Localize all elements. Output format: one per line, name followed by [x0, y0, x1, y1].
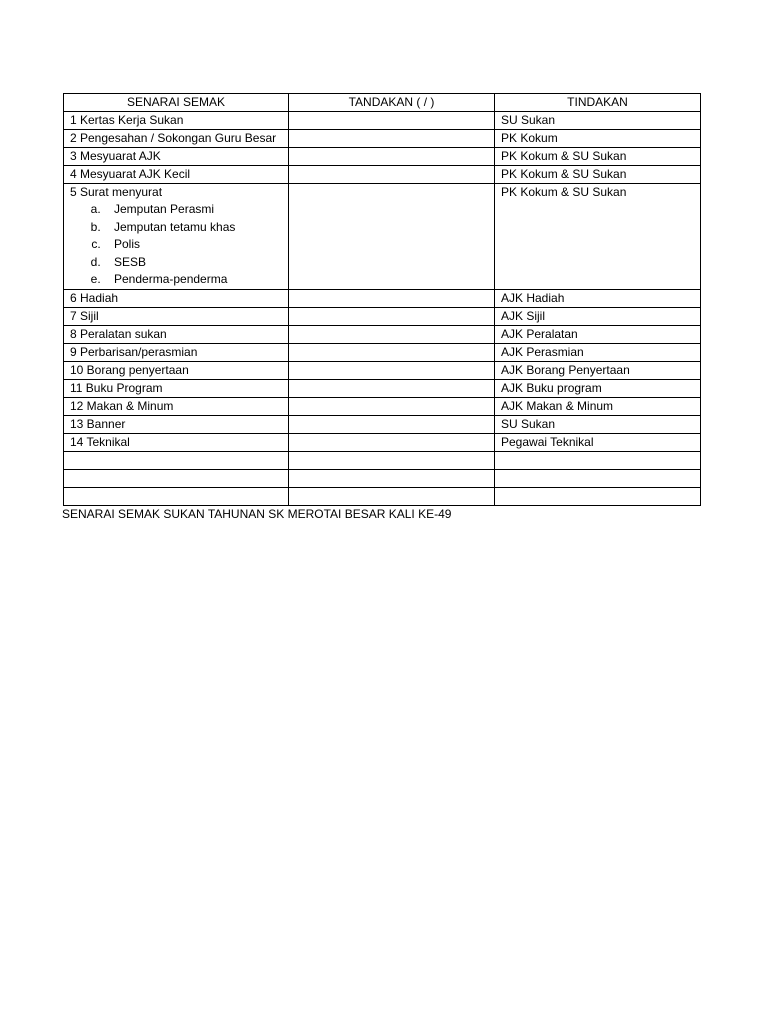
- table-row: [64, 289, 701, 307]
- checklist-item-cell: [64, 289, 289, 307]
- checklist-item-cell: [64, 379, 289, 397]
- tandakan-cell[interactable]: [289, 325, 495, 343]
- checklist-item-label: 14 Teknikal: [70, 434, 130, 449]
- checklist-item-label: 5 Surat menyurat: [70, 185, 163, 199]
- checklist-item-cell: [64, 415, 289, 433]
- header-tindakan: TINDAKAN: [495, 94, 701, 112]
- table-row: [64, 112, 701, 130]
- checklist-item-label: 8 Peralatan sukan: [70, 326, 167, 341]
- tindakan-cell: AJK Perasmian: [495, 343, 701, 361]
- tandakan-cell[interactable]: [289, 451, 495, 469]
- tandakan-cell[interactable]: [289, 433, 495, 451]
- checklist-item-cell: [64, 325, 289, 343]
- tandakan-cell[interactable]: [289, 397, 495, 415]
- tindakan-cell: PK Kokum & SU Sukan: [495, 148, 701, 166]
- tandakan-cell[interactable]: [289, 289, 495, 307]
- checklist-item-cell: [64, 112, 289, 130]
- tandakan-cell[interactable]: [289, 166, 495, 184]
- checklist-item-cell: [64, 397, 289, 415]
- checklist-item-label: 4 Mesyuarat AJK Kecil: [70, 167, 191, 181]
- table-row: [64, 379, 701, 397]
- table-row: [64, 307, 701, 325]
- tindakan-cell: PK Kokum & SU Sukan: [495, 184, 701, 290]
- tandakan-cell[interactable]: [289, 487, 495, 505]
- tindakan-cell: PK Kokum: [495, 130, 701, 148]
- checklist-item-cell: [64, 148, 289, 166]
- tandakan-cell[interactable]: [289, 307, 495, 325]
- checklist-item-cell: [64, 469, 289, 487]
- checklist-item-label: 13 Banner: [70, 416, 126, 431]
- checklist-item-label: 7 Sijil: [70, 308, 99, 323]
- table-row: [64, 361, 701, 379]
- checklist-item-label: 11 Buku Program: [70, 380, 163, 395]
- checklist-item-cell: [64, 487, 289, 505]
- tandakan-cell[interactable]: [289, 112, 495, 130]
- header-senarai-semak: SENARAI SEMAK: [64, 94, 289, 112]
- tindakan-cell: SU Sukan: [495, 415, 701, 433]
- tindakan-cell: AJK Buku program: [495, 379, 701, 397]
- table-row: [64, 166, 701, 184]
- checklist-body: [64, 112, 701, 506]
- tindakan-cell: AJK Hadiah: [495, 289, 701, 307]
- tindakan-cell: AJK Peralatan: [495, 325, 701, 343]
- tandakan-cell[interactable]: [289, 361, 495, 379]
- checklist-item-cell: [64, 166, 289, 184]
- tindakan-cell: SU Sukan: [495, 112, 701, 130]
- tindakan-cell: AJK Makan & Minum: [495, 397, 701, 415]
- checklist-subitem-list: [70, 201, 282, 289]
- tindakan-cell: Pegawai Teknikal: [495, 433, 701, 451]
- tandakan-cell[interactable]: [289, 184, 495, 290]
- table-row: [64, 343, 701, 361]
- header-tandakan: TANDAKAN ( / ): [289, 94, 495, 112]
- checklist-item-cell: [64, 307, 289, 325]
- checklist-item-label: 1 Kertas Kerja Sukan: [70, 113, 184, 127]
- tandakan-cell[interactable]: [289, 343, 495, 361]
- checklist-subitem: d. SESB: [104, 254, 282, 272]
- checklist-item-label: 3 Mesyuarat AJK: [70, 149, 161, 163]
- tandakan-cell[interactable]: [289, 469, 495, 487]
- checklist-item-label: 2 Pengesahan / Sokongan Guru Besar: [70, 131, 277, 145]
- checklist-item-cell: [64, 451, 289, 469]
- checklist-item-label: 6 Hadiah: [70, 290, 119, 305]
- checklist-item-cell: [64, 361, 289, 379]
- tindakan-cell: AJK Borang Penyertaan: [495, 361, 701, 379]
- table-row: [64, 325, 701, 343]
- table-row: [64, 397, 701, 415]
- checklist-item-label: 10 Borang penyertaan: [70, 362, 189, 377]
- checklist-table: [63, 93, 701, 506]
- table-row: [64, 184, 701, 290]
- tandakan-cell[interactable]: [289, 148, 495, 166]
- tindakan-cell: [495, 487, 701, 505]
- table-row: [64, 487, 701, 505]
- tindakan-cell: [495, 451, 701, 469]
- tandakan-cell[interactable]: [289, 415, 495, 433]
- table-header-row: [64, 94, 701, 112]
- table-row: [64, 433, 701, 451]
- tindakan-cell: PK Kokum & SU Sukan: [495, 166, 701, 184]
- checklist-item-label: 12 Makan & Minum: [70, 398, 174, 413]
- table-row: [64, 148, 701, 166]
- checklist-subitem: c. Polis: [104, 236, 282, 254]
- tandakan-cell[interactable]: [289, 379, 495, 397]
- checklist-item-label: 9 Perbarisan/perasmian: [70, 344, 198, 359]
- checklist-item-cell: [64, 433, 289, 451]
- table-row: [64, 415, 701, 433]
- checklist-item-cell: [64, 130, 289, 148]
- tindakan-cell: [495, 469, 701, 487]
- checklist-subitem: e. Penderma-penderma: [104, 271, 282, 289]
- tindakan-cell: AJK Sijil: [495, 307, 701, 325]
- table-row: [64, 130, 701, 148]
- checklist-item-cell: [64, 343, 289, 361]
- table-row: [64, 469, 701, 487]
- tandakan-cell[interactable]: [289, 130, 495, 148]
- checklist-subitem: b. Jemputan tetamu khas: [104, 219, 282, 237]
- checklist-subitem: a. Jemputan Perasmi: [104, 201, 282, 219]
- checklist-item-cell: [64, 184, 289, 290]
- document-caption: SENARAI SEMAK SUKAN TAHUNAN SK MEROTAI BESAR KALI KE-49: [62, 507, 452, 521]
- table-row: [64, 451, 701, 469]
